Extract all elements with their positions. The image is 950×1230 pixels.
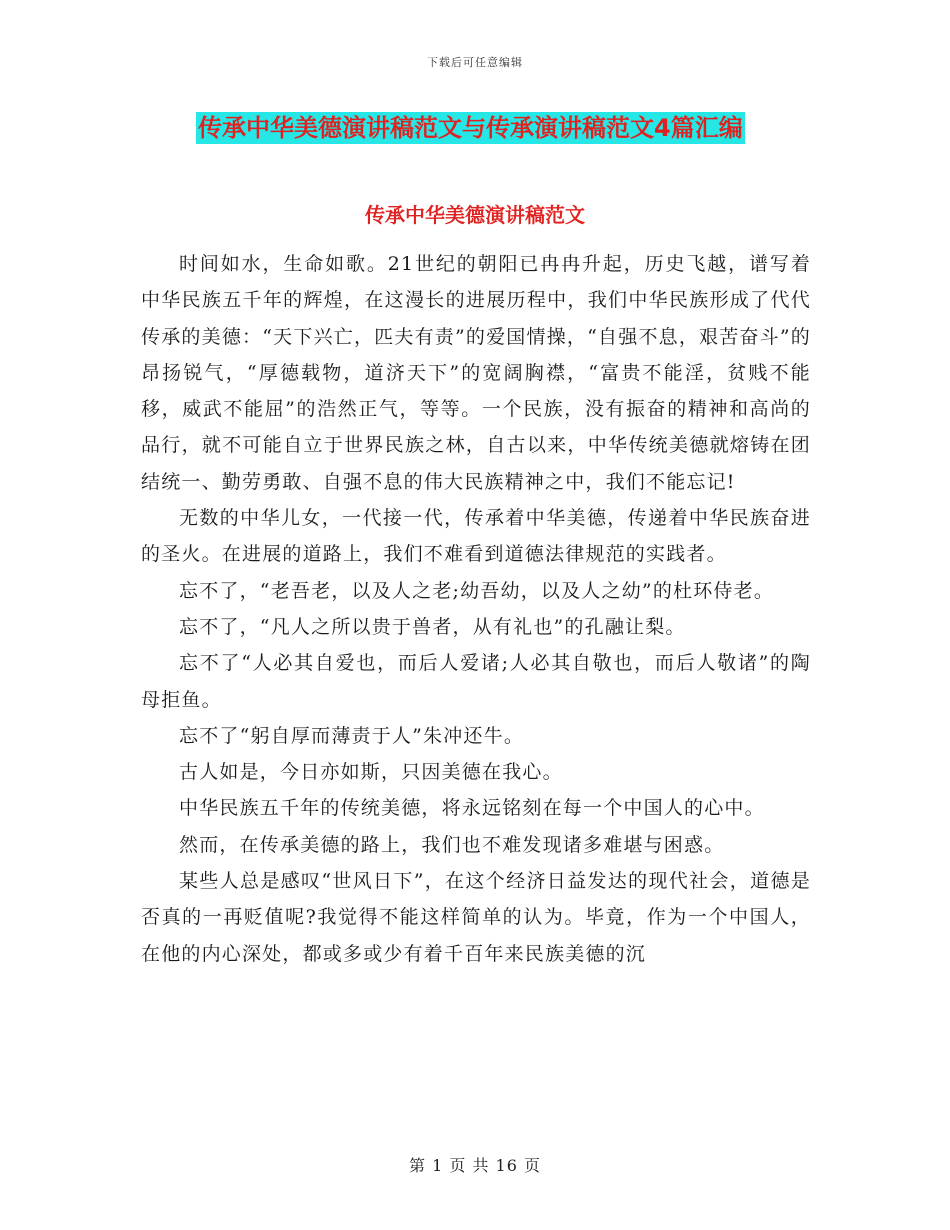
- document-title-container: [196, 112, 804, 144]
- paragraph: 无数的中华儿女，一代接一代，传承着中华美德，传递着中华民族奋进的圣火。在进展的道路上，我们不难看到道德法律规范的实践者。: [141, 507, 811, 566]
- paragraph: 古人如是，今日亦如斯，只因美德在我心。: [179, 761, 563, 784]
- paragraph: 然而，在传承美德的路上，我们也不难发现诸多难堪与困惑。: [179, 833, 725, 856]
- section-title: 传承中华美德演讲稿范文: [365, 203, 585, 227]
- paragraph: 某些人总是感叹“世风日下”，在这个经济日益发达的现代社会，道德是否真的一再贬值呢?我觉得不能这样简单的认为。毕竟，作为一个中国人，在他的内心深处，都或多或少有着千百年来民族美德的沉: [141, 870, 811, 965]
- paragraph: 忘不了“人必其自爱也，而后人爱诸;人必其自敬也，而后人敬诸”的陶母拒鱼。: [141, 652, 811, 711]
- paragraph: 时间如水，生命如歌。21世纪的朝阳已冉冉升起，历史飞越，谱写着中华民族五千年的辉煌，在这漫长的进展历程中，我们中华民族形成了代代传承的美德：“天下兴亡，匹夫有责”的爱国情操，“自强不息，艰苦奋斗”的昂扬锐气，“厚德载物，道济天下”的宽阔胸襟，“富贵不能淫，贫贱不能移，威武不能屈”的浩然正气，等等。一个民族，没有振奋的精神和高尚的品行，就不可能自立于世界民族之林，自古以来，中华传统美德就熔铸在团结统一、勤劳勇敢、自强不息的伟大民族精神之中，我们不能忘记!: [141, 253, 811, 493]
- header-note: 下载后可任意编辑: [427, 56, 523, 69]
- paragraph: 忘不了，“凡人之所以贵于兽者，从有礼也”的孔融让梨。: [179, 615, 686, 638]
- paragraph: 中华民族五千年的传统美德，将永远铭刻在每一个中国人的心中。: [179, 797, 765, 820]
- paragraph: 忘不了“躬自厚而薄责于人”朱冲还牛。: [179, 724, 525, 747]
- document-title: 传承中华美德演讲稿范文与传承演讲稿范文4篇汇编: [198, 114, 743, 142]
- paragraph: 忘不了，“老吾老，以及人之老;幼吾幼，以及人之幼”的杜环侍老。: [179, 579, 775, 602]
- document-body: [141, 246, 811, 972]
- page-number-footer: 第 1 页 共 16 页: [409, 1156, 541, 1175]
